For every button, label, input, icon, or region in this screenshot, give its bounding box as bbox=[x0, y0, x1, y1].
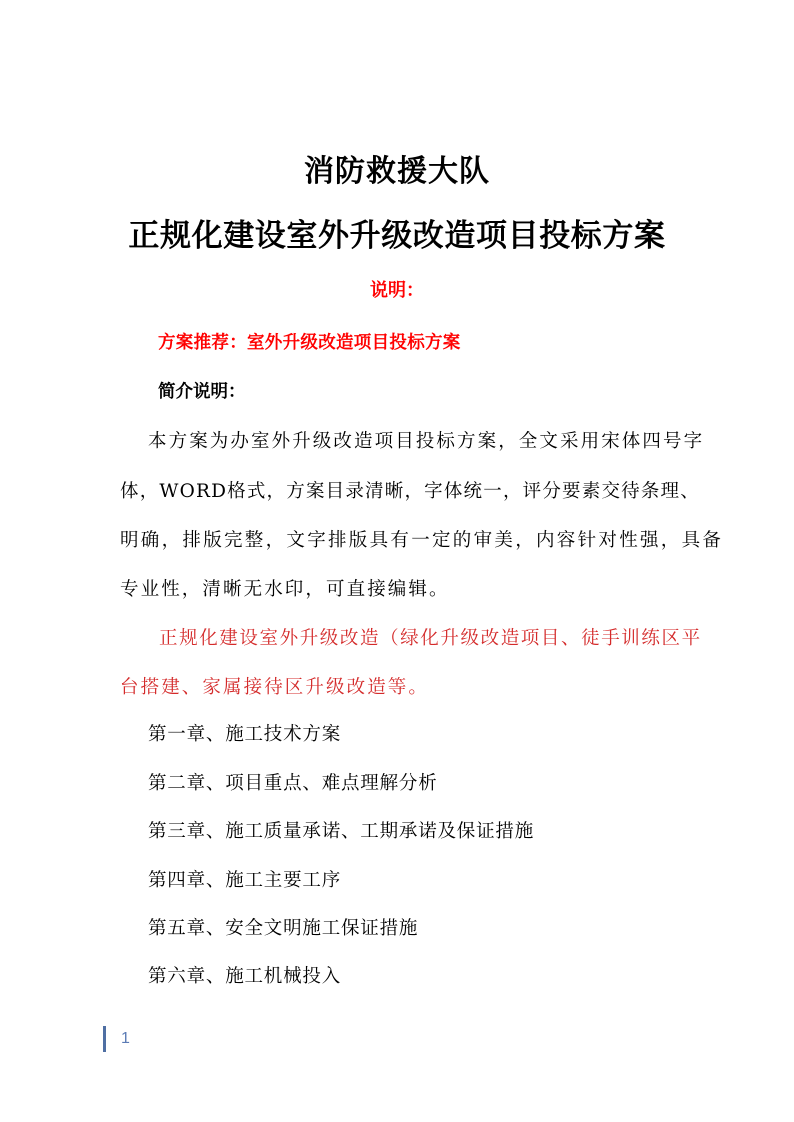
page-number: 1 bbox=[121, 1030, 130, 1047]
document-title-line2: 正规化建设室外升级改造项目投标方案 bbox=[128, 218, 666, 254]
intro-line-4: 专业性，清晰无水印，可直接编辑。 bbox=[120, 579, 450, 600]
recommendation-line: 方案推荐：室外升级改造项目投标方案 bbox=[158, 333, 461, 353]
intro-line-2: 体，WORD格式，方案目录清晰，字体统一，评分要素交待条理、 bbox=[120, 481, 700, 502]
toc-item: 第二章、项目重点、难点理解分析 bbox=[148, 773, 438, 794]
intro-line-1: 本方案为办室外升级改造项目投标方案，全文采用宋体四号字 bbox=[148, 431, 705, 452]
note-heading: 说明： bbox=[370, 280, 424, 301]
toc-item: 第五章、安全文明施工保证措施 bbox=[148, 918, 419, 939]
toc-item: 第三章、施工质量承诺、工期承诺及保证措施 bbox=[148, 821, 535, 842]
toc-item: 第四章、施工主要工序 bbox=[148, 870, 342, 891]
scope-line-2: 台搭建、家属接待区升级改造等。 bbox=[120, 677, 430, 698]
document-title-line1: 消防救援大队 bbox=[304, 154, 490, 189]
page-footer bbox=[103, 1026, 130, 1052]
toc-item: 第六章、施工机械投入 bbox=[148, 966, 342, 987]
toc-item: 第一章、施工技术方案 bbox=[148, 724, 342, 745]
intro-line-3: 明确，排版完整，文字排版具有一定的审美，内容针对性强，具备 bbox=[120, 530, 724, 551]
footer-accent-bar bbox=[103, 1026, 106, 1052]
intro-heading: 简介说明： bbox=[158, 382, 246, 402]
scope-line-1: 正规化建设室外升级改造（绿化升级改造项目、徒手训练区平 bbox=[159, 628, 702, 649]
